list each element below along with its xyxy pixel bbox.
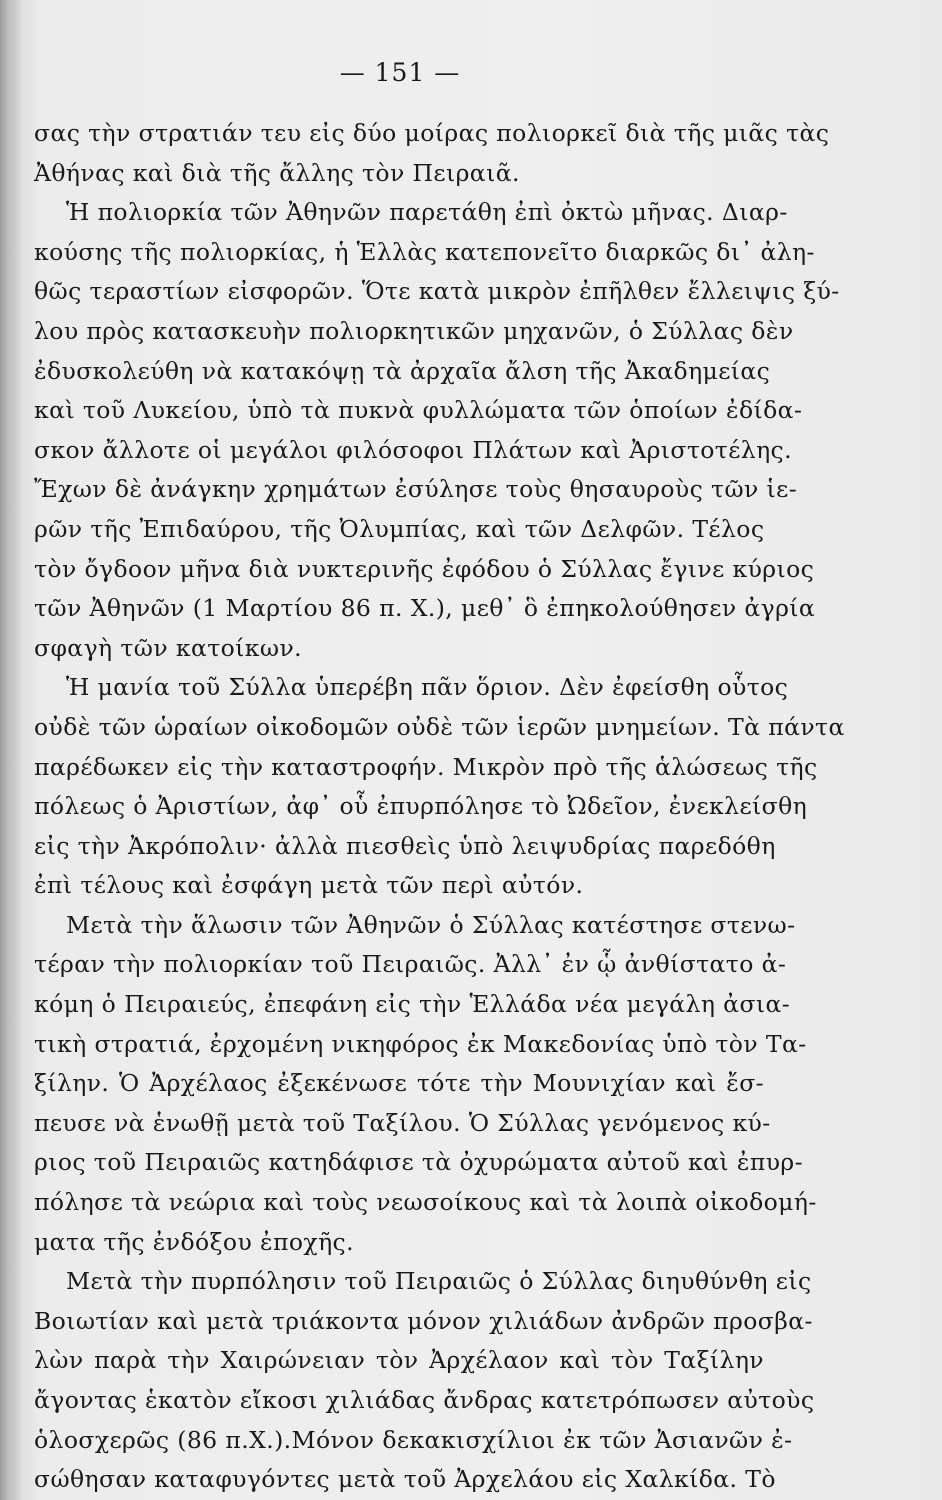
text-line: ὁλοσχερῶς (86 π.Χ.).Μόνον δεκακισχίλιοι ἐκ τῶν Ἀσιανῶν ἐ-: [34, 1425, 793, 1454]
text-line: ριος τοῦ Πειραιῶς κατηδάφισε τὰ ὀχυρώματα αὐτοῦ καὶ ἐπυρ-: [34, 1148, 803, 1177]
text-line: σας τὴν στρατιάν τευ εἰς δύο μοίρας πολιορκεῖ διὰ τῆς μιᾶς τὰς: [34, 119, 830, 147]
text-line: ξίλην. Ὁ Ἀρχέλαος ἐξεκένωσε τότε τὴν Μουνιχίαν καὶ ἔσ-: [34, 1069, 764, 1098]
page-number: — 151 —: [339, 58, 461, 87]
text-line: ἐπὶ τέλους καὶ ἐσφάγη μετὰ τῶν περὶ αὐτόν.: [34, 871, 584, 900]
text-line: τῶν Ἀθηνῶν (1 Μαρτίου 86 π. Χ.), μεθ᾽ ὃ ἐπηκολούθησεν ἀγρία: [34, 594, 816, 623]
text-line: ρῶν τῆς Ἐπιδαύρου, τῆς Ὀλυμπίας, καὶ τῶν Δελφῶν. Τέλος: [34, 514, 765, 543]
text-line: σκον ἄλλοτε οἱ μεγάλοι φιλόσοφοι Πλάτων καὶ Ἀριστοτέλης.: [34, 435, 792, 464]
text-line: καὶ τοῦ Λυκείου, ὑπὸ τὰ πυκνὰ φυλλώματα τῶν ὁποίων ἐδίδα-: [34, 396, 803, 425]
text-line: κόμη ὁ Πειραιεύς, ἐπεφάνη εἰς τὴν Ἑλλάδα νέα μεγάλη ἀσια-: [34, 990, 791, 1019]
text-line: σφαγὴ τῶν κατοίκων.: [34, 633, 303, 662]
text-line: Βοιωτίαν καὶ μετὰ τριάκοντα μόνον χιλιάδων ἀνδρῶν προσβα-: [34, 1306, 813, 1335]
text-line: τὸν ὄγδοον μῆνα διὰ νυκτερινῆς ἐφόδου ὁ Σύλλας ἔγινε κύριος: [34, 554, 815, 583]
text-line: Μετὰ τὴν ἅλωσιν τῶν Ἀθηνῶν ὁ Σύλλας κατέστησε στενω-: [66, 910, 796, 939]
text-line: τικὴ στρατιά, ἐρχομένη νικηφόρος ἐκ Μακεδονίας ὑπὸ τὸν Τα-: [34, 1029, 807, 1058]
text-line: οὐδὲ τῶν ὡραίων οἰκοδομῶν οὐδὲ τῶν ἱερῶν μνημείων. Τὰ πάντα: [34, 712, 845, 741]
text-line: ματα τῆς ἐνδόξου ἐποχῆς.: [34, 1227, 354, 1256]
text-line: Ἀθήνας καὶ διὰ τῆς ἄλλης τὸν Πειραιᾶ.: [34, 158, 520, 187]
text-line: κούσης τῆς πολιορκίας, ἡ Ἑλλὰς κατεπονεῖτο διαρκῶς δι᾽ ἀλη-: [34, 237, 815, 266]
text-line: ἄγοντας ἑκατὸν εἴκοσι χιλιάδας ἄνδρας κατετρόπωσεν αὐτοὺς: [34, 1386, 815, 1414]
text-line: σώθησαν καταφυγόντες μετὰ τοῦ Ἀρχελάου εἰς Χαλκίδα. Τὸ: [34, 1465, 776, 1494]
text-line: πόλησε τὰ νεώρια καὶ τοὺς νεωσοίκους καὶ τὰ λοιπὰ οἰκοδομή-: [34, 1188, 817, 1217]
binding-gutter: [0, 0, 22, 1500]
text-line: θῶς τεραστίων εἰσφορῶν. Ὅτε κατὰ μικρὸν ἐπῆλθεν ἔλλειψις ξύ-: [34, 277, 840, 306]
body-text: [34, 114, 845, 1500]
text-line: Μετὰ τὴν πυρπόλησιν τοῦ Πειραιῶς ὁ Σύλλας διηυθύνθη εἰς: [66, 1267, 812, 1296]
text-line: λὼν παρὰ τὴν Χαιρώνειαν τὸν Ἀρχέλαον καὶ τὸν Ταξίλην: [34, 1346, 764, 1375]
text-line: λου πρὸς κατασκευὴν πολιορκητικῶν μηχανῶν, ὁ Σύλλας δὲν: [34, 316, 794, 345]
text-line: πόλεως ὁ Ἀριστίων, ἀφ᾽ οὗ ἐπυρπόλησε τὸ Ὠδεῖον, ἐνεκλείσθη: [34, 792, 808, 821]
text-line: ἐδυσκολεύθη νὰ κατακόψῃ τὰ ἀρχαῖα ἄλση τῆς Ἀκαδημείας: [34, 356, 771, 385]
text-line: παρέδωκεν εἰς τὴν καταστροφήν. Μικρὸν πρὸ τῆς ἁλώσεως τῆς: [34, 752, 818, 781]
text-line: πευσε νὰ ἑνωθῇ μετὰ τοῦ Ταξίλου. Ὁ Σύλλας γενόμενος κύ-: [34, 1108, 771, 1137]
text-line: Ἔχων δὲ ἀνάγκην χρημάτων ἐσύλησε τοὺς θησαυροὺς τῶν ἱε-: [34, 475, 798, 504]
text-line: τέραν τὴν πολιορκίαν τοῦ Πειραιῶς. Ἀλλ᾽ ἐν ᾧ ἀνθίστατο ἀ-: [34, 950, 787, 979]
text-line: Ἡ πολιορκία τῶν Ἀθηνῶν παρετάθη ἐπὶ ὀκτὼ μῆνας. Διαρ-: [66, 198, 788, 227]
text-line: Ἡ μανία τοῦ Σύλλα ὑπερέβη πᾶν ὅριον. Δὲν ἐφείσθη οὗτος: [66, 673, 789, 702]
text-line: εἰς τὴν Ἀκρόπολιν· ἀλλὰ πιεσθεὶς ὑπὸ λειψυδρίας παρεδόθη: [34, 831, 776, 860]
